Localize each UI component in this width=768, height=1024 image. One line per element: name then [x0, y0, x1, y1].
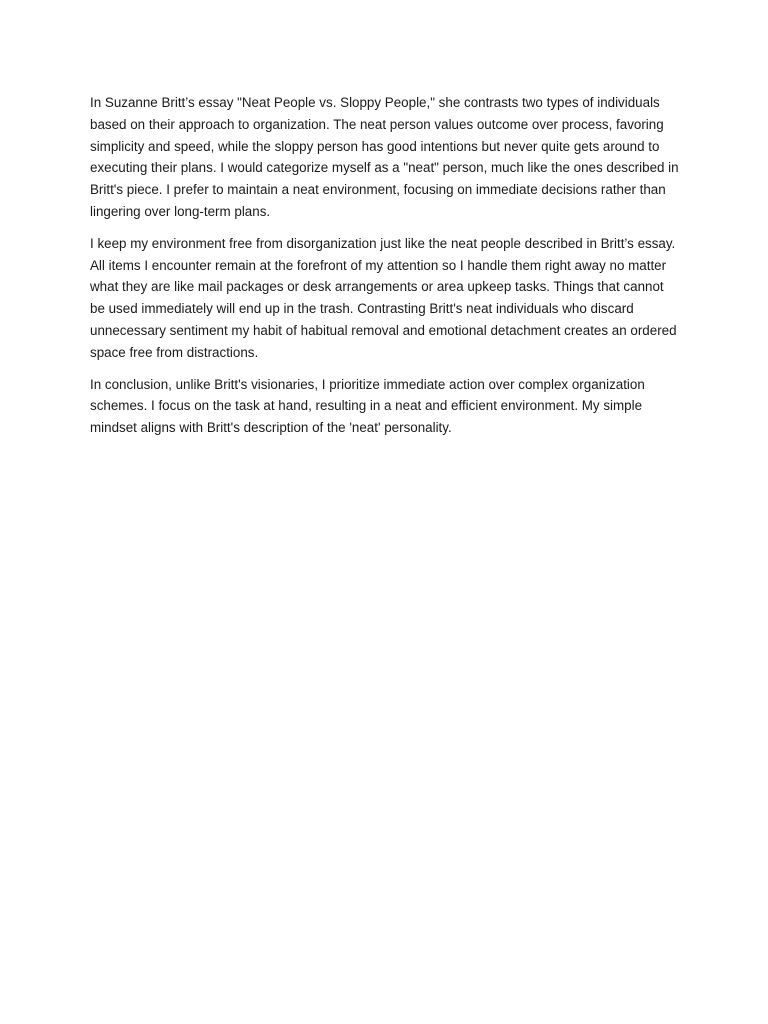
- paragraph-body: I keep my environment free from disorganization just like the neat people described in Britt’s essay. All items I encounter remain at the forefront of my attention so I handle them right away no matter what they are like mail packages or desk arrangements or area upkeep tasks. Things that cannot be used immediately will end up in the trash. Contrasting Britt's neat individuals who discard unnecessary sentiment my habit of habitual removal and emotional detachment creates an ordered space free from distractions.: [90, 235, 677, 360]
- paragraph-intro: In Suzanne Britt’s essay "Neat People vs. Sloppy People," she contrasts two types of individuals based on their approach to organization. The neat person values outcome over process, favoring simplicity and speed, while the sloppy person has good intentions but never quite gets around to executing their plans. I would categorize myself as a "neat" person, much like the ones described in Britt's piece. I prefer to maintain a neat environment, focusing on immediate decisions rather than lingering over long-term plans.: [90, 95, 679, 219]
- paragraph-conclusion: In conclusion, unlike Britt's visionaries, I prioritize immediate action over complex organization schemes. I focus on the task at hand, resulting in a neat and efficient environment. My simple mindset aligns with Britt's description of the 'neat' personality.: [90, 376, 645, 436]
- document-body: [90, 92, 680, 449]
